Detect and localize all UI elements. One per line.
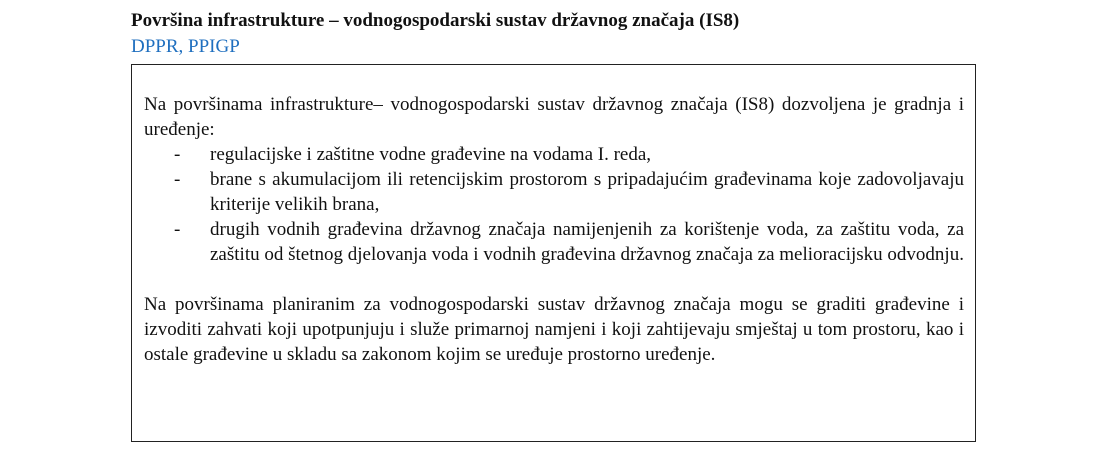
closing-paragraph: Na površinama planiranim za vodnogospodarski sustav državnog značaja mogu se graditi građevine i izvoditi zahvati koji upotpunjuju i služe primarnoj namjeni i koji zahtijevaju smještaj u tom prostoru, kao i ostale građevine u skladu sa zakonom kojim se uređuje prostorno uređenje.: [144, 294, 964, 365]
source-reference: DPPR, PPIGP: [131, 36, 240, 57]
list-item-text: regulacijske i zaštitne vodne građevine na vodama I. reda,: [210, 144, 652, 165]
paragraph-spacer: [144, 267, 964, 292]
list-item-text: brane s akumulacijom ili retencijskim prostorom s pripadajućim građevinama koje zadovoljavaju kriterije velikih brana,: [210, 169, 964, 215]
section-title: Površina infrastrukture – vodnogospodarski sustav državnog značaja (IS8): [131, 10, 740, 31]
intro-paragraph: Na površinama infrastrukture– vodnogospodarski sustav državnog značaja (IS8) dozvoljena je gradnja i uređenje:: [144, 94, 964, 140]
list-item-text: drugih vodnih građevina državnog značaja namijenjenih za korištenje voda, za zaštitu voda, za zaštitu od štetnog djelovanja voda i vodnih građevina državnog značaja za melioracijsku odvodnju.: [210, 219, 964, 265]
dash-bullet: -: [174, 219, 181, 240]
permitted-works-list: [144, 142, 964, 267]
provision-content: [144, 92, 964, 367]
provision-box: [131, 64, 976, 442]
dash-bullet: -: [174, 169, 181, 190]
list-item: [144, 167, 964, 217]
list-item: [144, 142, 964, 167]
dash-bullet: -: [174, 144, 181, 165]
list-item: [144, 217, 964, 267]
